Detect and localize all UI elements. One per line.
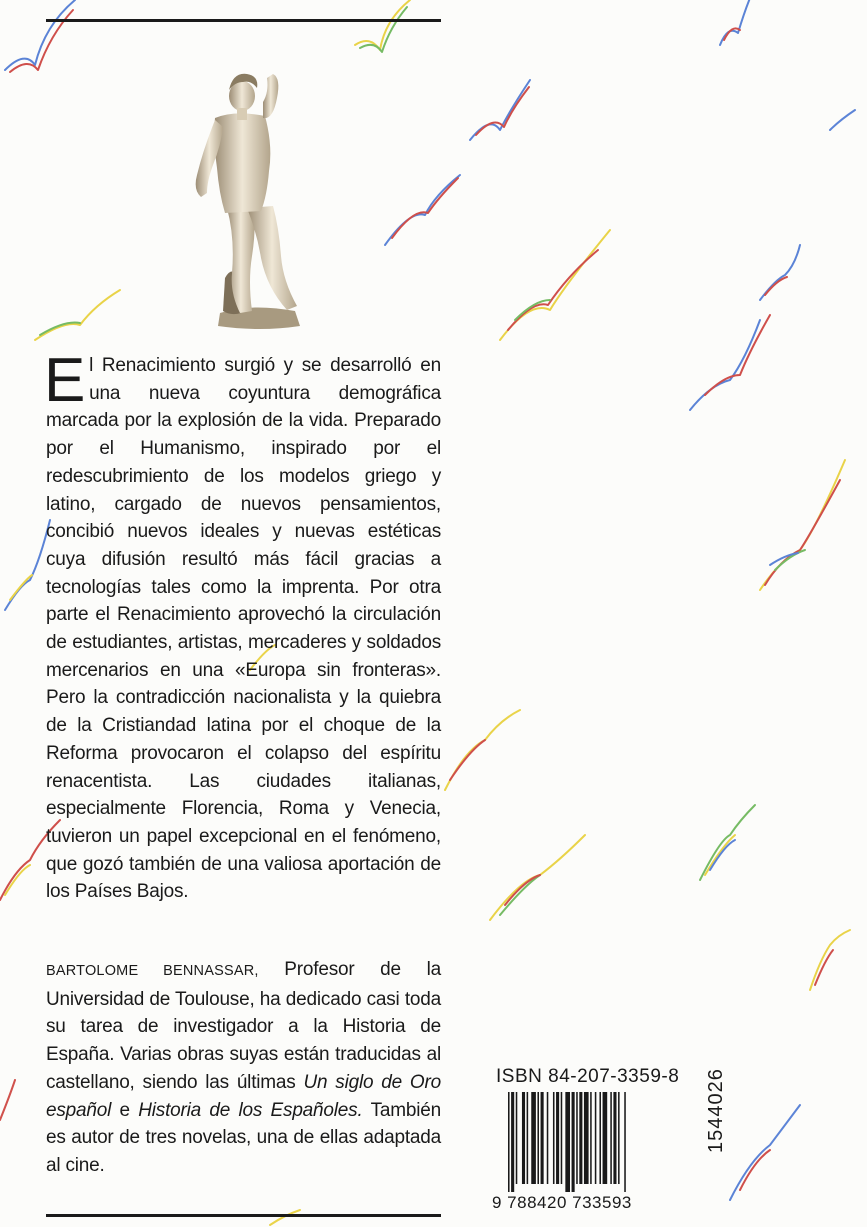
- book-title-1: Un siglo de Oro español: [46, 1071, 441, 1121]
- barcode-bar: [527, 1092, 529, 1184]
- barcode-bars: [508, 1092, 626, 1192]
- barcode-bar: [508, 1092, 510, 1192]
- isbn-label: ISBN 84-207-3359-8: [496, 1066, 680, 1087]
- barcode-bar: [531, 1092, 536, 1184]
- barcode-number: 9 788420 733593: [492, 1193, 632, 1212]
- barcode-bar: [516, 1092, 518, 1184]
- statue-of-david-image: [185, 58, 310, 330]
- barcode-bar: [565, 1092, 570, 1192]
- author-bio-conjunction: e: [111, 1099, 139, 1121]
- author-name: BARTOLOME BENNASSAR,: [46, 963, 259, 979]
- barcode-bar: [618, 1092, 620, 1184]
- barcode-bar: [595, 1092, 597, 1184]
- barcode-bar: [553, 1092, 555, 1184]
- barcode-bar: [561, 1092, 563, 1184]
- bottom-rule: [46, 1214, 441, 1217]
- barcode-bar: [584, 1092, 589, 1184]
- barcode-bar: [610, 1092, 612, 1184]
- barcode: [490, 1092, 680, 1212]
- book-title-2: Historia de los Españoles.: [138, 1099, 363, 1121]
- barcode-bar: [511, 1092, 514, 1192]
- back-cover-blurb: [44, 346, 441, 906]
- barcode-bar: [579, 1092, 582, 1184]
- barcode-bar: [599, 1092, 601, 1184]
- barcode-bar: [547, 1092, 549, 1184]
- barcode-bar: [613, 1092, 616, 1184]
- author-bio-text-2: También es autor de tres novelas, una de ellas adaptada al cine.: [46, 1099, 441, 1176]
- side-code: 1544026: [705, 1068, 727, 1153]
- barcode-bar: [556, 1092, 559, 1184]
- barcode-bar: [572, 1092, 575, 1192]
- barcode-bar: [624, 1092, 626, 1192]
- barcode-bar: [576, 1092, 578, 1184]
- barcode-bar: [603, 1092, 608, 1184]
- barcode-bar: [590, 1092, 592, 1184]
- barcode-bar: [522, 1092, 525, 1184]
- barcode-bar: [541, 1092, 544, 1184]
- drop-cap: E: [44, 346, 86, 415]
- blurb-text: l Renacimiento surgió y se desarrolló en una nueva coyuntura demográfica marcada por la explosión de la vida. Preparado por el Humanismo, inspirado por el redescubrimiento de los modelos griego y latino, cargado de nuevos pensamientos, concibió nuevos ideales y nuevas estéticas cuya difusión resultó más fácil gracias a tecnologías tales como la imprenta. Por otra parte el Renacimiento aprovechó la circulación de estudiantes, artistas, mercaderes y soldados mercenarios en una «Europa sin fronteras». Pero la contradicción nacionalista y la quiebra de la Cristiandad latina por el choque de la Reforma provocaron el colapso del espíritu renacentista. Las ciudades italianas, especialmente Florencia, Roma y Venecia, tuvieron un papel excepcional en el fenómeno, que gozó también de una valiosa aportación de los Países Bajos.: [46, 355, 441, 903]
- author-bio-text-1: Profesor de la Universidad de Toulouse, ha dedicado casi toda su tarea de investigador a la Historia de España. Varias obras suyas están traducidas al castellano, siendo las últimas: [46, 959, 441, 1093]
- barcode-bar: [537, 1092, 539, 1184]
- author-bio: [46, 956, 441, 1180]
- top-rule: [46, 19, 441, 22]
